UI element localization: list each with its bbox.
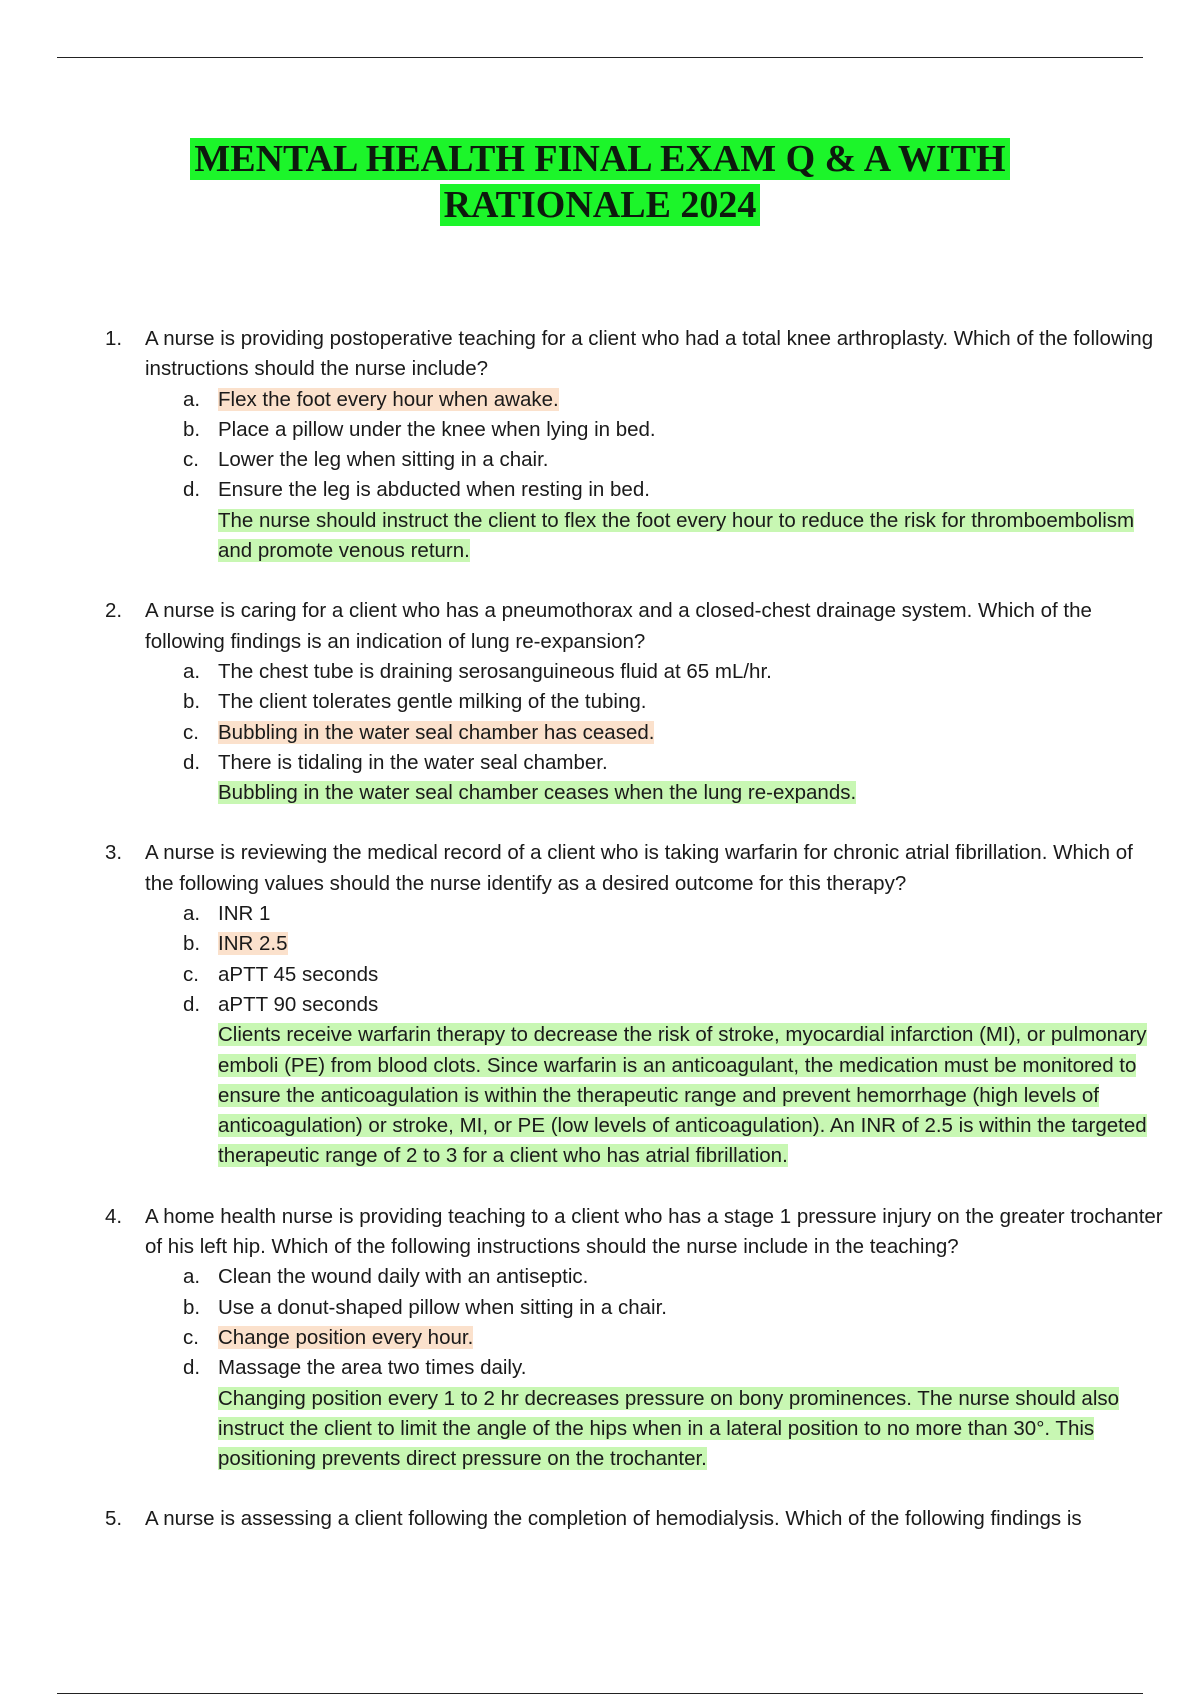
answer-option (183, 445, 1165, 475)
correct-answer-text: Flex the foot every hour when awake. (218, 387, 559, 411)
option-letter: d. (183, 750, 201, 774)
answer-option (183, 960, 1165, 990)
rationale-text: Bubbling in the water seal chamber ceases when the lung re-expands. (218, 781, 857, 805)
answer-option (183, 990, 1165, 1020)
rationale-text: The nurse should instruct the client to flex the foot every hour to reduce the risk for thromboembolism and promote venous return. (218, 508, 1135, 563)
option-letter: d. (183, 1356, 201, 1380)
top-rule (57, 57, 1143, 58)
rationale (145, 1020, 1165, 1171)
option-text: Clean the wound daily with an antiseptic. (218, 1265, 589, 1289)
answer-option (183, 899, 1165, 929)
question-stem: A nurse is providing postoperative teaching for a client who had a total knee arthroplasty. Which of the following instructions should the nurse include? (145, 327, 1154, 381)
question-stem: A home health nurse is providing teaching to a client who has a stage 1 pressure injury on the greater trochanter of his left hip. Which of the following instructions should the nurse include in the teaching? (145, 1204, 1163, 1259)
option-text: There is tidaling in the water seal chamber. (218, 750, 608, 774)
option-text: INR 1 (218, 902, 271, 926)
answer-option (183, 718, 1165, 748)
option-letter: c. (183, 1325, 199, 1349)
option-letter: a. (183, 659, 201, 683)
document-title (0, 136, 1200, 228)
question-stem: A nurse is reviewing the medical record of a client who is taking warfarin for chronic atrial fibrillation. Which of the following values should the nurse identify as a desired outcome for this therapy? (145, 841, 1133, 895)
question-item (105, 1504, 1165, 1534)
correct-answer-text: Change position every hour. (218, 1325, 474, 1349)
title-line-2: RATIONALE 2024 (440, 184, 761, 226)
option-text: Lower the leg when sitting in a chair. (218, 448, 549, 472)
answer-option (183, 1262, 1165, 1292)
answer-option (183, 687, 1165, 717)
rationale (145, 506, 1165, 567)
correct-answer-text: Bubbling in the water seal chamber has ceased. (218, 720, 655, 744)
option-letter: c. (183, 720, 199, 744)
option-letter: d. (183, 992, 201, 1016)
answer-option (183, 929, 1165, 959)
option-letter: b. (183, 417, 201, 441)
answer-option (183, 475, 1165, 505)
option-letter: a. (183, 1265, 201, 1289)
answer-option (183, 1353, 1165, 1383)
option-letter: a. (183, 902, 201, 926)
question-item (105, 596, 1165, 808)
correct-answer-text: INR 2.5 (218, 932, 288, 956)
question-number: 3. (105, 841, 123, 865)
answer-option (183, 415, 1165, 445)
question-item (105, 1202, 1165, 1475)
answer-option (183, 657, 1165, 687)
rationale (145, 778, 1165, 808)
option-letter: b. (183, 932, 201, 956)
rationale (145, 1384, 1165, 1475)
question-number: 2. (105, 599, 123, 623)
option-text: aPTT 90 seconds (218, 992, 379, 1016)
question-number: 4. (105, 1204, 123, 1228)
option-letter: b. (183, 690, 201, 714)
question-number: 5. (105, 1507, 123, 1531)
answer-option (183, 1323, 1165, 1353)
bottom-rule (57, 1693, 1143, 1694)
answer-option (183, 748, 1165, 778)
answer-option (183, 385, 1165, 415)
answer-options (145, 1262, 1165, 1383)
option-letter: c. (183, 448, 199, 472)
rationale-text: Clients receive warfarin therapy to decrease the risk of stroke, myocardial infarction (MI), or pulmonary emboli (PE) from blood clots. Since warfarin is an anticoagulant, the medication must be monitored to ensure the anticoagulation is within the therapeutic range and prevent hemorrhage (high levels of anticoagulation) or stroke, MI, or PE (low levels of anticoagulation). An INR of 2.5 is within the targeted therapeutic range of 2 to 3 for a client who has atrial fibrillation. (218, 1023, 1147, 1168)
option-letter: d. (183, 478, 201, 502)
option-letter: b. (183, 1295, 201, 1319)
question-number: 1. (105, 327, 123, 350)
answer-option (183, 1293, 1165, 1323)
option-letter: a. (183, 387, 201, 411)
option-text: Use a donut-shaped pillow when sitting in a chair. (218, 1295, 667, 1319)
option-text: Massage the area two times daily. (218, 1356, 527, 1380)
option-text: The client tolerates gentle milking of the tubing. (218, 690, 647, 714)
question-item (105, 838, 1165, 1171)
option-text: The chest tube is draining serosanguineous fluid at 65 mL/hr. (218, 659, 772, 683)
answer-options (145, 385, 1165, 506)
answer-options (145, 899, 1165, 1020)
option-text: Ensure the leg is abducted when resting in bed. (218, 478, 650, 502)
rationale-text: Changing position every 1 to 2 hr decreases pressure on bony prominences. The nurse should also instruct the client to limit the angle of the hips when in a lateral position to no more than 30°. This positioning prevents direct pressure on the trochanter. (218, 1386, 1120, 1471)
option-text: aPTT 45 seconds (218, 962, 379, 986)
question-stem: A nurse is assessing a client following the completion of hemodialysis. Which of the following findings is (145, 1507, 1082, 1531)
question-item (105, 324, 1165, 566)
answer-options (145, 657, 1165, 778)
title-line-1: MENTAL HEALTH FINAL EXAM Q & A WITH (190, 138, 1009, 180)
option-text: Place a pillow under the knee when lying in bed. (218, 417, 656, 441)
question-list (105, 324, 1165, 1535)
question-stem: A nurse is caring for a client who has a pneumothorax and a closed-chest drainage system. Which of the following findings is an indication of lung re-expansion? (145, 599, 1092, 653)
option-letter: c. (183, 962, 199, 986)
